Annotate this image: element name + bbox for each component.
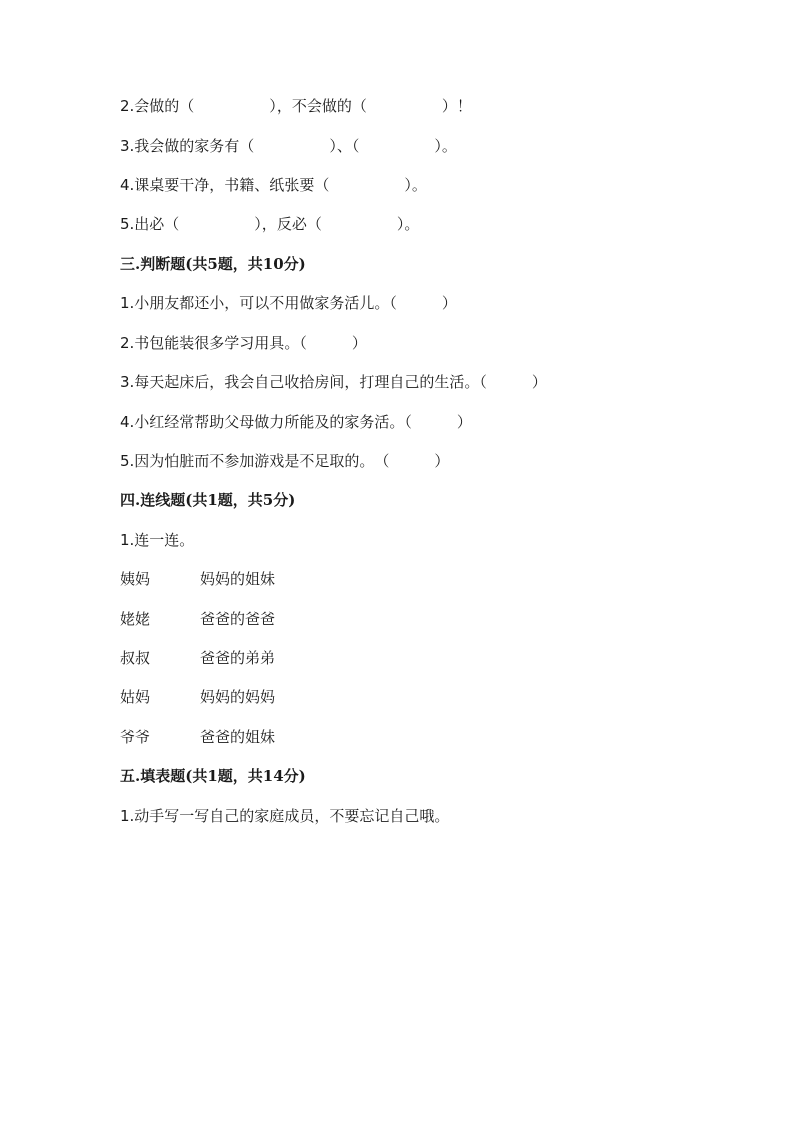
- match-right-item: 爸爸的弟弟: [200, 649, 276, 667]
- judge-question-2: 2.书包能装很多学习用具。（ ）: [120, 334, 367, 352]
- match-left-item: 姑妈: [120, 688, 151, 706]
- fill-question-5: 5.出必（ ），反必（ ）。: [120, 215, 420, 233]
- judge-question-3: 3.每天起床后，我会自己收拾房间，打理自己的生活。（ ）: [120, 373, 547, 391]
- match-right-item: 爸爸的爸爸: [200, 610, 276, 628]
- fill-question-2: 2.会做的（ ），不会做的（ ）！: [120, 97, 472, 115]
- section-3-title: 三.判断题(共5题，共10分): [120, 255, 306, 273]
- judge-question-1: 1.小朋友都还小，可以不用做家务活儿。（ ）: [120, 294, 457, 312]
- match-left-item: 爷爷: [120, 728, 151, 746]
- match-right-item: 妈妈的姐妹: [200, 570, 276, 588]
- table-question: 1.动手写一写自己的家庭成员，不要忘记自己哦。: [120, 807, 450, 825]
- match-left-item: 姥姥: [120, 610, 151, 628]
- judge-question-4: 4.小红经常帮助父母做力所能及的家务活。（ ）: [120, 413, 472, 431]
- section-5-title: 五.填表题(共1题，共14分): [120, 767, 306, 785]
- section-4-title: 四.连线题(共1题，共5分): [120, 491, 296, 509]
- match-question: 1.连一连。: [120, 531, 195, 549]
- match-right-item: 爸爸的姐妹: [200, 728, 276, 746]
- judge-question-5: 5.因为怕脏而不参加游戏是不足取的。 （ ）: [120, 452, 450, 470]
- fill-question-3: 3.我会做的家务有（ ）、（ ）。: [120, 137, 457, 155]
- match-left-item: 姨妈: [120, 570, 151, 588]
- match-right-item: 妈妈的妈妈: [200, 688, 276, 706]
- fill-question-4: 4.课桌要干净，书籍、纸张要（ ）。: [120, 176, 427, 194]
- match-left-item: 叔叔: [120, 649, 151, 667]
